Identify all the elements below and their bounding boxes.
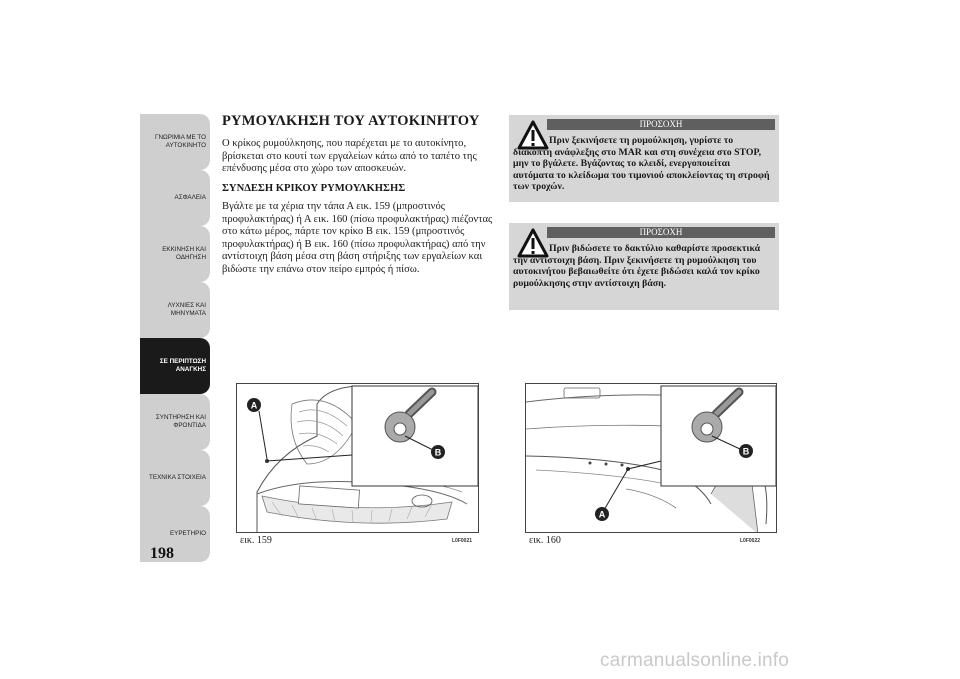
tab-label: ΕΥΡΕΤΗΡΙΟ bbox=[169, 530, 206, 537]
intro-paragraph: Ο κρίκος ρυμούλκησης, που παρέχεται με το αυτοκίνητο, βρίσκεται στο κουτί των εργαλείων κάτω από το ταπέτο της επένδυσης μέσα στο χώρο των αποσκευών. bbox=[222, 138, 477, 175]
caution-text: Πριν βιδώσετε το δακτύλιο καθαρίστε προσεκτικά την αντίστοιχη βάση. Πριν ξεκινήσετε τη ρυμούλκηση του αυτοκινήτου βεβαιωθείτε ότι έχετε βιδώσει καλά τον κρίκο ρυμούλκησης στην αντίστοιχη βάση. bbox=[513, 243, 761, 289]
watermark: carmanualsonline.info bbox=[600, 650, 790, 671]
rear-bumper-illustration bbox=[526, 384, 777, 533]
tab-emergency[interactable] bbox=[140, 338, 210, 394]
callout-b: B bbox=[434, 447, 442, 458]
tab-label: ΦΡΟΝΤΙΔΑ bbox=[173, 422, 206, 429]
tab-starting-driving[interactable] bbox=[140, 226, 210, 282]
caution-text: Πριν ξεκινήσετε τη ρυμούλκηση, γυρίστε το διακόπτη ανάφλεξης στο MAR και στη συνέχεια στο STOP, μην το βγάλετε. Βγάζοντας το κλειδί, ενεργοποιείται αυτόματα το κλείδωμα του τιμονιού αποκλείοντας τη στροφή των τροχών. bbox=[513, 135, 770, 193]
page-number: 198 bbox=[150, 545, 174, 562]
caution-title: ΠΡΟΣΟΧΗ bbox=[547, 227, 775, 238]
section-subheading: ΣΥΝΔΕΣΗ ΚΡΙΚΟΥ ΡΥΜΟΥΛΚΗΣΗΣ bbox=[222, 183, 406, 194]
tab-getting-to-know[interactable] bbox=[140, 114, 210, 170]
tab-label: ΕΚΚΙΝΗΣΗ ΚΑΙ bbox=[162, 246, 206, 253]
tab-label: ΛΥΧΝΙΕΣ ΚΑΙ bbox=[167, 302, 206, 309]
tab-label: ΟΔΗΓΗΣΗ bbox=[176, 254, 206, 261]
instructions-paragraph: Βγάλτε με τα χέρια την τάπα Α εικ. 159 (μπροστινός προφυλακτήρας) ή Α εικ. 160 (πίσω προφυλακτήρας) πιέζοντας στο κάτω μέρος, πάρτε τον κρίκο Β εικ. 159 (μπροστινός προφυλακτήρας) ή Β εικ. 160 (πίσω προφυλακτήρας) από την αντίστοιχη βάση μέσα στη βάση στήριξης των εργαλείων και βιδώστε την επάνω στον πείρο εμπρός ή πίσω. bbox=[222, 201, 493, 275]
tab-label: ΜΗΝΥΜΑΤΑ bbox=[170, 310, 206, 317]
tab-maintenance[interactable] bbox=[140, 394, 210, 450]
callout-b: B bbox=[742, 446, 750, 457]
caution-box-2 bbox=[509, 223, 779, 310]
tab-label: ΑΥΤΟΚΙΝΗΤΟ bbox=[165, 142, 206, 149]
figure-159 bbox=[236, 383, 479, 533]
callout-a: A bbox=[250, 400, 258, 411]
figure-160-caption: εικ. 160 bbox=[529, 535, 561, 546]
figure-159-caption: εικ. 159 bbox=[240, 535, 272, 546]
tab-label: ΣΕ ΠΕΡΙΠΤΩΣΗ bbox=[159, 358, 206, 365]
page-title: ΡΥΜΟΥΛΚΗΣΗ ΤΟΥ ΑΥΤΟΚΙΝΗΤΟΥ bbox=[222, 113, 480, 129]
callout-a: A bbox=[598, 509, 606, 520]
tab-warning-lights[interactable] bbox=[140, 282, 210, 338]
figure-159-code: L0F0021 bbox=[452, 538, 473, 544]
figure-160 bbox=[525, 383, 777, 533]
tab-safety[interactable] bbox=[140, 170, 210, 226]
caution-box-1 bbox=[509, 115, 779, 202]
tab-label: ΑΝΑΓΚΗΣ bbox=[175, 366, 206, 373]
caution-title: ΠΡΟΣΟΧΗ bbox=[547, 119, 775, 130]
tab-label: ΑΣΦΑΛΕΙΑ bbox=[174, 194, 206, 201]
tab-label: ΓΝΩΡΙΜΙΑ ΜΕ ΤΟ bbox=[155, 134, 206, 141]
front-bumper-illustration bbox=[237, 384, 479, 533]
figure-160-code: L0F0022 bbox=[740, 538, 761, 544]
tab-technical-data[interactable] bbox=[140, 450, 210, 506]
tab-label: ΣΥΝΤΗΡΗΣΗ ΚΑΙ bbox=[155, 414, 206, 421]
tab-label: ΤΕΧΝΙΚΑ ΣΤΟΙΧΕΙΑ bbox=[149, 474, 206, 481]
